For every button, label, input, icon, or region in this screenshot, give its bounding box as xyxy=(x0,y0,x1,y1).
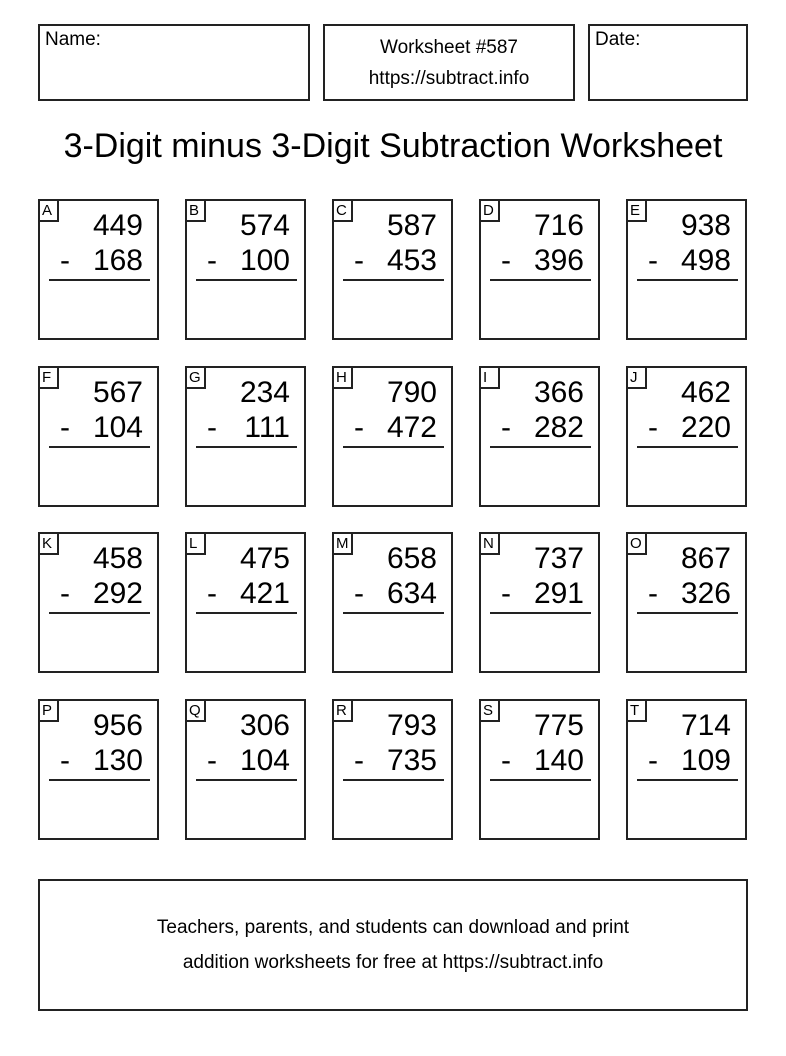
minus-sign: - xyxy=(207,411,217,444)
subtrahend: 396 xyxy=(533,244,584,277)
subtrahend: 111 xyxy=(244,411,290,444)
problem-box[interactable] xyxy=(185,366,306,507)
answer-line xyxy=(637,612,738,614)
problem-label: F xyxy=(38,366,59,389)
minus-sign: - xyxy=(354,244,364,277)
problem-box[interactable] xyxy=(185,532,306,673)
subtrahend: 109 xyxy=(680,744,731,777)
problem-label: G xyxy=(185,366,206,389)
problem-box[interactable] xyxy=(185,699,306,840)
problem-label: S xyxy=(479,699,500,722)
subtrahend: 453 xyxy=(386,244,437,277)
problem-box[interactable] xyxy=(479,366,600,507)
minus-sign: - xyxy=(60,244,70,277)
problem-label: K xyxy=(38,532,59,555)
minuend: 716 xyxy=(533,209,584,242)
minuend: 790 xyxy=(386,376,437,409)
problem-label: R xyxy=(332,699,353,722)
date-field-box[interactable] xyxy=(588,24,748,101)
answer-line xyxy=(196,779,297,781)
problem-box[interactable] xyxy=(38,532,159,673)
subtrahend: 421 xyxy=(239,577,290,610)
answer-line xyxy=(637,279,738,281)
problem-label: I xyxy=(479,366,500,389)
minus-sign: - xyxy=(648,577,658,610)
subtrahend: 735 xyxy=(386,744,437,777)
minus-sign: - xyxy=(207,577,217,610)
problem-label: O xyxy=(626,532,647,555)
problem-box[interactable] xyxy=(479,699,600,840)
problem-label: L xyxy=(185,532,206,555)
minuend: 567 xyxy=(92,376,143,409)
problem-box[interactable] xyxy=(626,199,747,340)
answer-line xyxy=(637,779,738,781)
minuend: 775 xyxy=(533,709,584,742)
minuend: 462 xyxy=(680,376,731,409)
minuend: 574 xyxy=(239,209,290,242)
minus-sign: - xyxy=(354,577,364,610)
problem-box[interactable] xyxy=(332,366,453,507)
minus-sign: - xyxy=(648,744,658,777)
problem-label: T xyxy=(626,699,647,722)
footer-line-2: addition worksheets for free at https://subtract.info xyxy=(182,952,604,973)
minuend: 234 xyxy=(239,376,290,409)
problem-label: C xyxy=(332,199,353,222)
answer-line xyxy=(343,612,444,614)
minuend: 458 xyxy=(92,542,143,575)
answer-line xyxy=(196,612,297,614)
minus-sign: - xyxy=(501,744,511,777)
answer-line xyxy=(49,612,150,614)
problem-box[interactable] xyxy=(479,199,600,340)
minuend: 658 xyxy=(386,542,437,575)
name-label: Name: xyxy=(45,29,101,50)
answer-line xyxy=(490,612,591,614)
subtrahend: 220 xyxy=(680,411,731,444)
problem-box[interactable] xyxy=(479,532,600,673)
subtrahend: 140 xyxy=(533,744,584,777)
answer-line xyxy=(49,279,150,281)
subtrahend: 291 xyxy=(533,577,584,610)
footer-box xyxy=(38,879,748,1011)
page-title: 3-Digit minus 3-Digit Subtraction Worksheet xyxy=(63,127,723,165)
minuend: 793 xyxy=(386,709,437,742)
minuend: 366 xyxy=(533,376,584,409)
minus-sign: - xyxy=(501,244,511,277)
minus-sign: - xyxy=(501,577,511,610)
minus-sign: - xyxy=(648,411,658,444)
problem-label: D xyxy=(479,199,500,222)
answer-line xyxy=(343,446,444,448)
problem-box[interactable] xyxy=(332,532,453,673)
minuend: 587 xyxy=(386,209,437,242)
minus-sign: - xyxy=(207,744,217,777)
answer-line xyxy=(490,279,591,281)
minuend: 737 xyxy=(533,542,584,575)
problem-label: E xyxy=(626,199,647,222)
minus-sign: - xyxy=(501,411,511,444)
problem-label: A xyxy=(38,199,59,222)
problem-box[interactable] xyxy=(38,199,159,340)
subtrahend: 282 xyxy=(533,411,584,444)
subtrahend: 472 xyxy=(386,411,437,444)
problem-box[interactable] xyxy=(332,699,453,840)
problem-box[interactable] xyxy=(38,366,159,507)
problem-label: Q xyxy=(185,699,206,722)
minuend: 867 xyxy=(680,542,731,575)
name-field-box[interactable] xyxy=(38,24,310,101)
problem-box[interactable] xyxy=(626,532,747,673)
subtrahend: 104 xyxy=(239,744,290,777)
date-label: Date: xyxy=(595,29,641,50)
answer-line xyxy=(49,779,150,781)
problem-box[interactable] xyxy=(38,699,159,840)
subtrahend: 168 xyxy=(92,244,143,277)
answer-line xyxy=(343,279,444,281)
minuend: 449 xyxy=(92,209,143,242)
minus-sign: - xyxy=(354,411,364,444)
minus-sign: - xyxy=(207,244,217,277)
problem-label: B xyxy=(185,199,206,222)
subtrahend: 100 xyxy=(239,244,290,277)
subtrahend: 292 xyxy=(92,577,143,610)
minuend: 956 xyxy=(92,709,143,742)
problem-label: H xyxy=(332,366,353,389)
minuend: 714 xyxy=(680,709,731,742)
problem-label: J xyxy=(626,366,647,389)
problem-box[interactable] xyxy=(626,699,747,840)
answer-line xyxy=(490,779,591,781)
minus-sign: - xyxy=(60,411,70,444)
footer-line-1: Teachers, parents, and students can download and print xyxy=(156,917,630,938)
answer-line xyxy=(637,446,738,448)
minus-sign: - xyxy=(60,577,70,610)
answer-line xyxy=(196,279,297,281)
subtrahend: 498 xyxy=(680,244,731,277)
minus-sign: - xyxy=(354,744,364,777)
subtrahend: 104 xyxy=(92,411,143,444)
worksheet-info-box xyxy=(323,24,575,101)
subtrahend: 634 xyxy=(386,577,437,610)
problem-label: N xyxy=(479,532,500,555)
problem-box[interactable] xyxy=(185,199,306,340)
answer-line xyxy=(196,446,297,448)
problem-label: P xyxy=(38,699,59,722)
problem-label: M xyxy=(332,532,353,555)
minuend: 306 xyxy=(239,709,290,742)
minus-sign: - xyxy=(648,244,658,277)
problem-box[interactable] xyxy=(626,366,747,507)
answer-line xyxy=(343,779,444,781)
worksheet-number: Worksheet #587 xyxy=(379,37,518,58)
minuend: 475 xyxy=(239,542,290,575)
answer-line xyxy=(49,446,150,448)
subtrahend: 130 xyxy=(92,744,143,777)
problem-box[interactable] xyxy=(332,199,453,340)
worksheet-url: https://subtract.info xyxy=(368,68,530,89)
minus-sign: - xyxy=(60,744,70,777)
answer-line xyxy=(490,446,591,448)
minuend: 938 xyxy=(680,209,731,242)
subtrahend: 326 xyxy=(680,577,731,610)
